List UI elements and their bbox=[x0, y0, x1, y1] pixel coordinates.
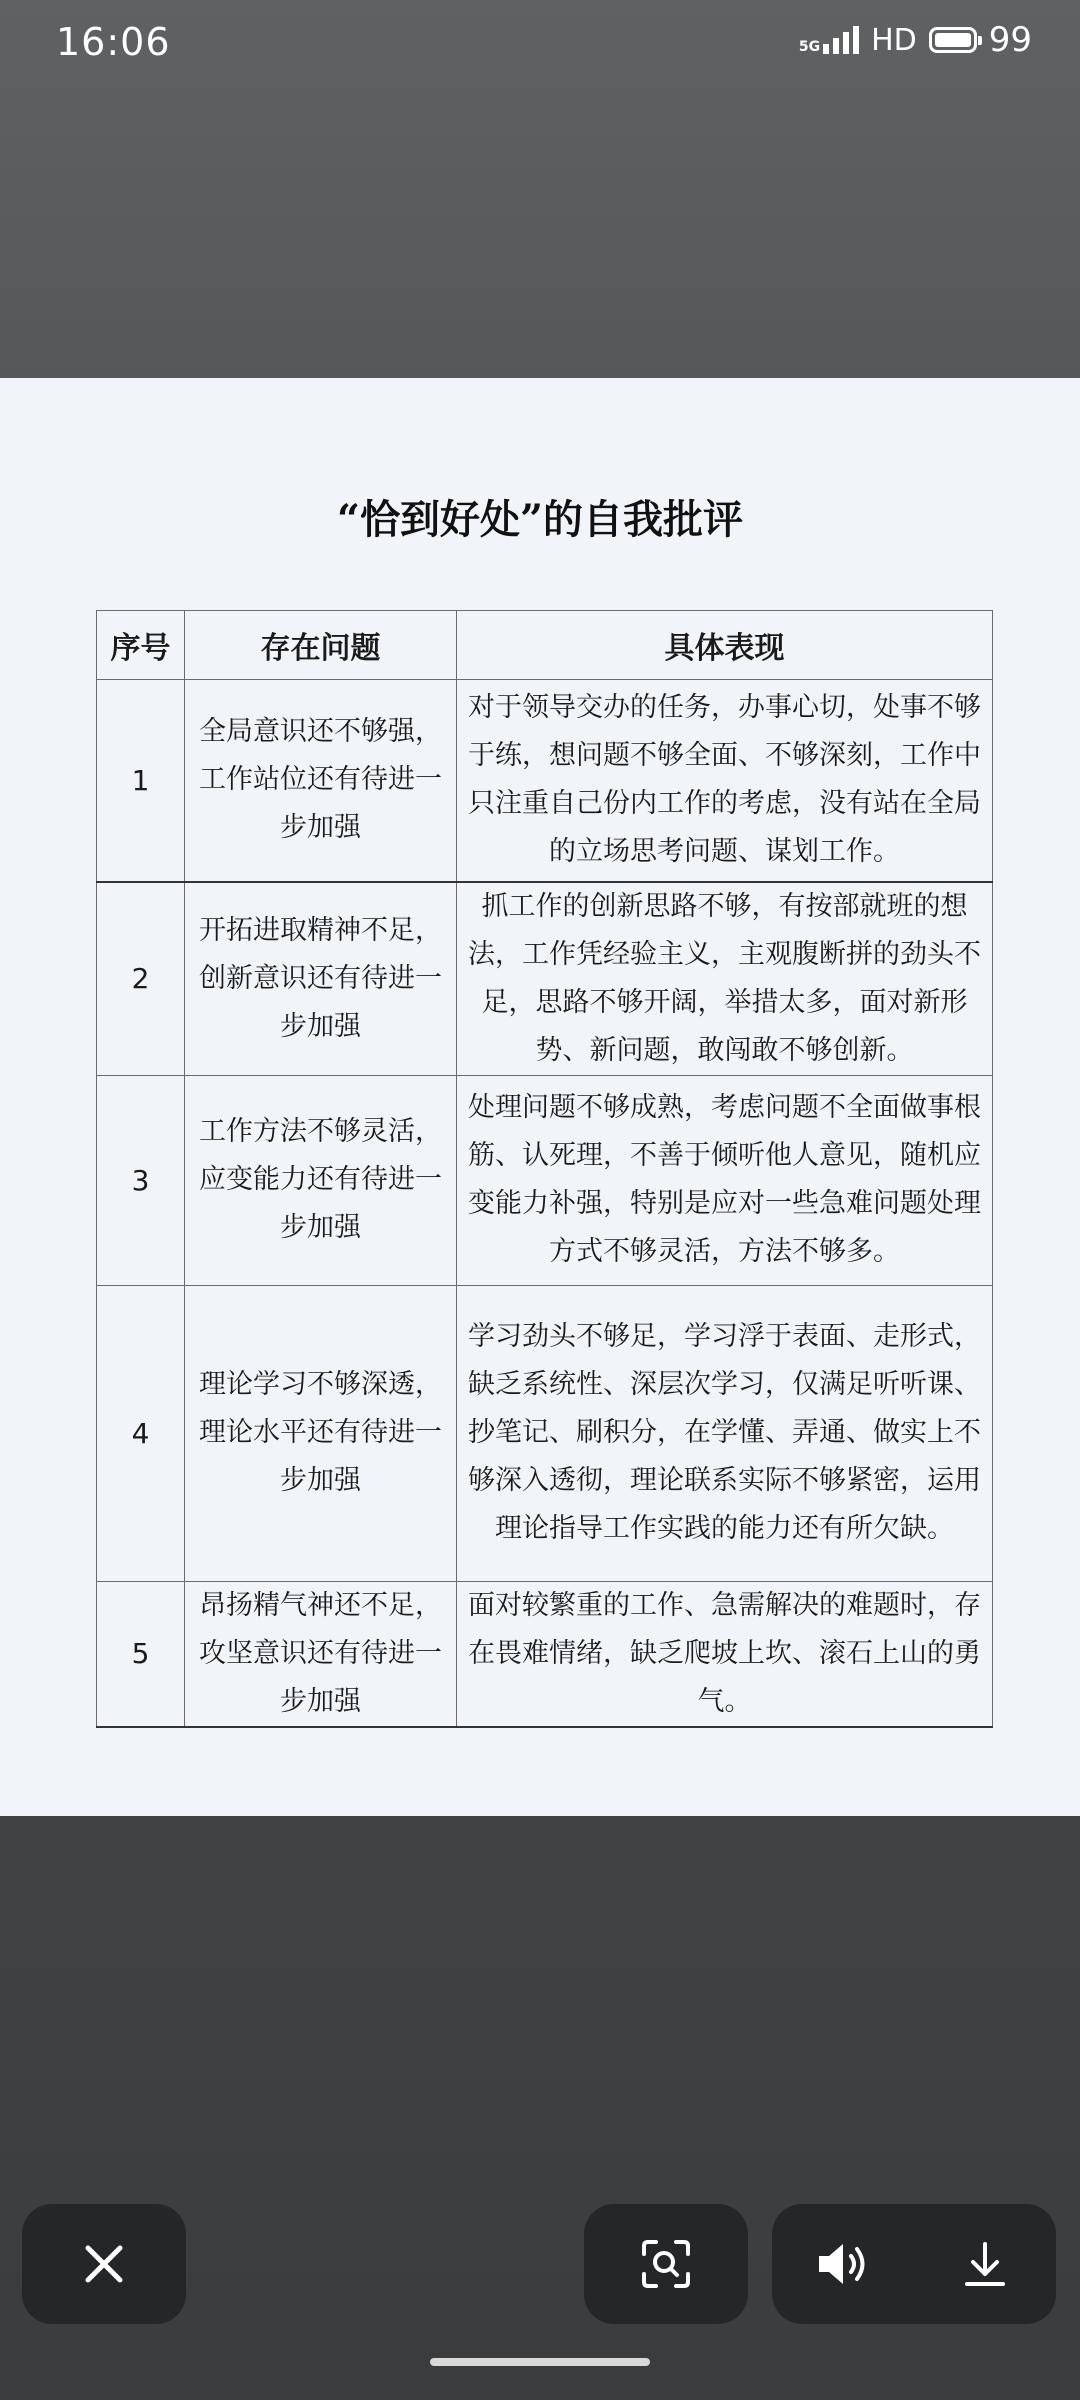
row-num: 2 bbox=[97, 882, 185, 1076]
speaker-icon bbox=[815, 2240, 871, 2288]
table-row bbox=[97, 1285, 993, 1581]
row-num: 3 bbox=[97, 1075, 185, 1285]
row-issue: 开拓进取精神不足，创新意识还有待进一步加强 bbox=[185, 882, 457, 1076]
battery-icon bbox=[929, 27, 977, 53]
image-search-button[interactable] bbox=[584, 2204, 748, 2324]
hd-label: HD bbox=[871, 22, 917, 58]
table-row bbox=[97, 1581, 993, 1727]
status-bar bbox=[0, 0, 1080, 92]
battery-level: 99 bbox=[988, 20, 1032, 60]
table-header-row bbox=[97, 611, 993, 680]
row-num: 5 bbox=[97, 1581, 185, 1727]
row-detail: 抓工作的创新思路不够，有按部就班的想法，工作凭经验主义，主观腹断拼的劲头不足，思路不够开阔，举措太多，面对新形势、新问题，敢闯敢不够创新。 bbox=[457, 882, 993, 1076]
header-issue: 存在问题 bbox=[185, 611, 457, 680]
row-detail: 对于领导交办的任务，办事心切，处事不够于练，想问题不够全面、不够深刻，工作中只注重自己份内工作的考虑，没有站在全局的立场思考问题、谋划工作。 bbox=[457, 680, 993, 882]
row-detail: 面对较繁重的工作、急需解决的难题时，存在畏难情绪，缺乏爬坡上坎、滚石上山的勇气。 bbox=[457, 1581, 993, 1727]
document-title: “恰到好处”的自我批评 bbox=[336, 496, 743, 543]
row-issue: 理论学习不够深透，理论水平还有待进一步加强 bbox=[185, 1285, 457, 1581]
status-icons bbox=[799, 20, 1032, 60]
status-time: 16:06 bbox=[56, 20, 171, 64]
criticism-table bbox=[96, 610, 993, 1728]
table-row bbox=[97, 882, 993, 1076]
row-num: 4 bbox=[97, 1285, 185, 1581]
row-issue: 昂扬精气神还不足，攻坚意识还有待进一步加强 bbox=[185, 1581, 457, 1727]
close-icon bbox=[82, 2242, 126, 2286]
close-button[interactable] bbox=[22, 2204, 186, 2324]
row-issue: 工作方法不够灵活，应变能力还有待进一步加强 bbox=[185, 1075, 457, 1285]
network-type: 5G bbox=[798, 39, 821, 55]
bottom-action-bar bbox=[0, 2196, 1080, 2336]
document-image[interactable] bbox=[0, 378, 1080, 1816]
download-button[interactable] bbox=[914, 2204, 1056, 2324]
header-detail: 具体表现 bbox=[457, 611, 993, 680]
signal-icon bbox=[799, 26, 859, 54]
audio-download-group bbox=[772, 2204, 1056, 2324]
image-search-icon bbox=[640, 2238, 692, 2290]
download-icon bbox=[963, 2240, 1007, 2288]
table-row bbox=[97, 1075, 993, 1285]
row-detail: 学习劲头不够足，学习浮于表面、走形式，缺乏系统性、深层次学习，仅满足听听课、抄笔记、刷积分，在学懂、弄通、做实上不够深入透彻，理论联系实际不够紧密，运用理论指导工作实践的能力还有所欠缺。 bbox=[457, 1285, 993, 1581]
read-aloud-button[interactable] bbox=[772, 2204, 914, 2324]
header-num: 序号 bbox=[97, 611, 185, 680]
home-indicator[interactable] bbox=[430, 2358, 650, 2366]
table-row bbox=[97, 680, 993, 882]
row-num: 1 bbox=[97, 680, 185, 882]
row-detail: 处理问题不够成熟，考虑问题不全面做事根筋、认死理，不善于倾听他人意见，随机应变能力补强，特别是应对一些急难问题处理方式不够灵活，方法不够多。 bbox=[457, 1075, 993, 1285]
row-issue: 全局意识还不够强，工作站位还有待进一步加强 bbox=[185, 680, 457, 882]
